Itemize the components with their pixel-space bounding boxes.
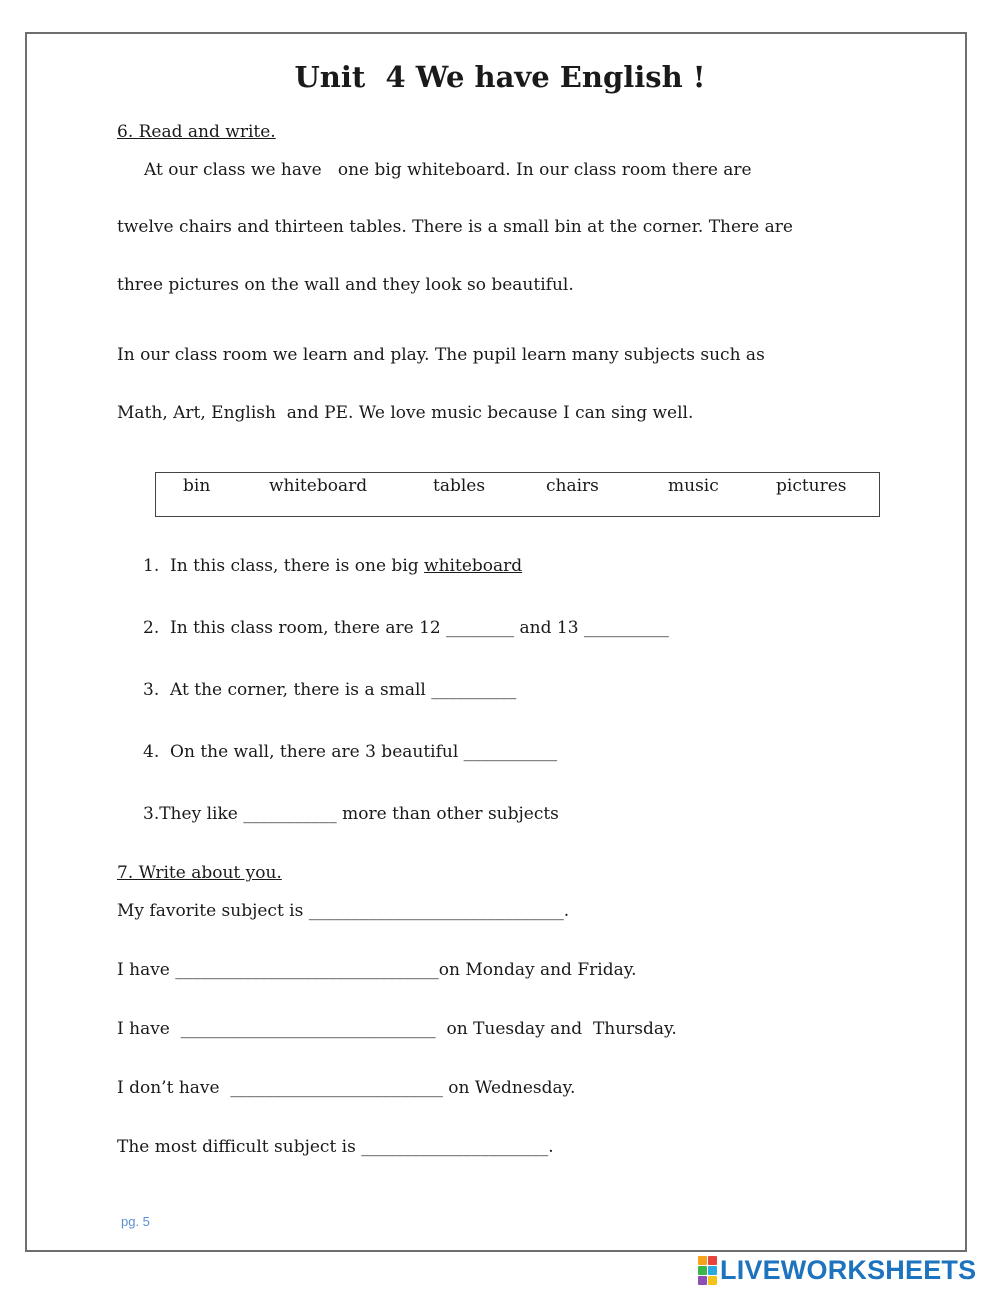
- write-line-wednesday[interactable]: I don’t have _________________________ on Wednesday.: [117, 1078, 576, 1098]
- question-5[interactable]: [143, 804, 559, 824]
- question-text: 3.They like ___________ more than other subjects: [143, 804, 559, 824]
- section-7-heading: 7. Write about you.: [117, 863, 282, 883]
- section-6-heading: 6. Read and write.: [117, 122, 276, 142]
- word-bank-item: whiteboard: [269, 476, 368, 496]
- reading-line: twelve chairs and thirteen tables. There is a small bin at the corner. There are: [117, 217, 793, 237]
- brand-name: LIVEWORKSHEETS: [720, 1254, 977, 1285]
- reading-line: At our class we have one big whiteboard. In our class room there are: [117, 160, 752, 180]
- question-4[interactable]: [143, 742, 557, 762]
- word-bank-item: music: [668, 476, 719, 496]
- answer-field[interactable]: whiteboard: [424, 556, 523, 576]
- logo-block: [708, 1256, 717, 1265]
- write-line-monday-friday[interactable]: I have _______________________________on Monday and Friday.: [117, 960, 637, 980]
- liveworksheets-logo: [698, 1254, 976, 1286]
- logo-block: [708, 1266, 717, 1275]
- reading-line: In our class room we learn and play. The pupil learn many subjects such as: [117, 345, 765, 365]
- logo-block: [698, 1266, 707, 1275]
- page-border: [25, 32, 967, 1252]
- page-number: pg. 5: [121, 1214, 150, 1229]
- question-3[interactable]: [143, 680, 516, 700]
- logo-block: [698, 1276, 707, 1285]
- logo-block: [698, 1256, 707, 1265]
- write-line-difficult-subject[interactable]: The most difficult subject is ______________________.: [117, 1137, 554, 1157]
- question-text: 1. In this class, there is one big: [143, 556, 425, 576]
- word-bank-item: bin: [183, 476, 211, 496]
- question-text: 2. In this class room, there are 12 ________ and 13 __________: [143, 618, 669, 638]
- reading-line: three pictures on the wall and they look so beautiful.: [117, 275, 574, 295]
- question-text: 4. On the wall, there are 3 beautiful ___________: [143, 742, 558, 762]
- write-line-favorite-subject[interactable]: My favorite subject is ______________________________.: [117, 901, 570, 921]
- reading-line: Math, Art, English and PE. We love music because I can sing well.: [117, 403, 694, 423]
- word-bank: [155, 472, 880, 517]
- question-1: [143, 556, 522, 576]
- word-bank-item: tables: [433, 476, 486, 496]
- logo-block: [708, 1276, 717, 1285]
- write-line-tuesday-thursday[interactable]: I have ______________________________ on Tuesday and Thursday.: [117, 1019, 677, 1039]
- word-bank-item: chairs: [546, 476, 599, 496]
- logo-blocks-icon: [698, 1256, 717, 1285]
- page-title: Unit 4 We have English !: [294, 60, 706, 94]
- word-bank-item: pictures: [776, 476, 847, 496]
- question-2[interactable]: [143, 618, 669, 638]
- question-text: 3. At the corner, there is a small __________: [143, 680, 517, 700]
